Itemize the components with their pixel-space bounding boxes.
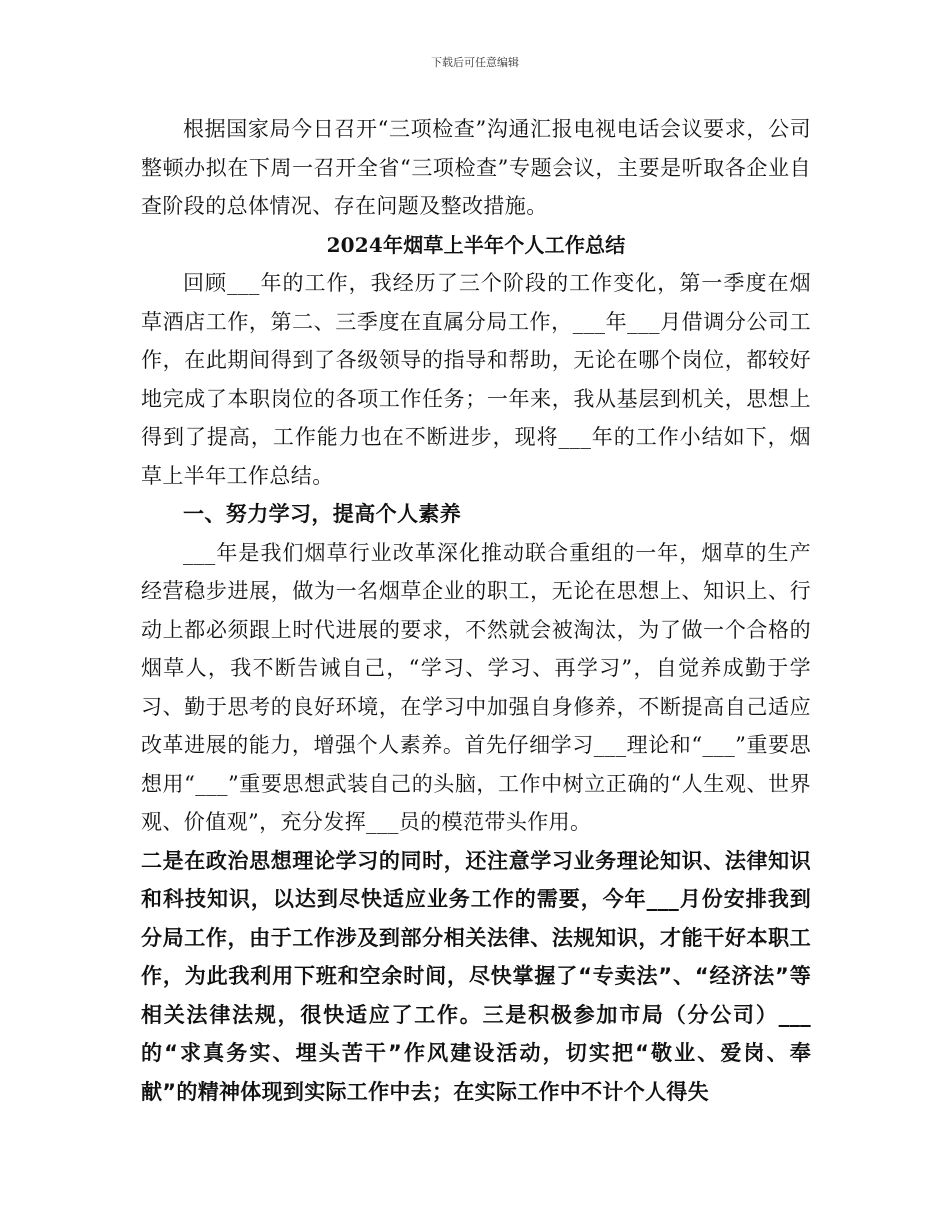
paragraph-bold-continuation: 二是在政治思想理论学习的同时，还注意学习业务理论知识、法律知识和科技知识，以达到尽快适应业务工作的需要，今年___月份安排我到分局工作，由于工作涉及到部分相关法律、法规知识，才能干好本职工作，为此我利用下班和空余时间，尽快掌握了“专卖法”、“经济法”等相关法律法规，很快适应了工作。三是积极参加市局（分公司）___的“求真务实、埋头苦干”作风建设活动，切实把“敬业、爱岗、奉献”的精神体现到实际工作中去；在实际工作中不计个人得失 [141, 848, 811, 1104]
section-heading-1: 一、努力学习，提高个人素养 [183, 501, 462, 526]
document-body [141, 110, 811, 1111]
intro-paragraph: 根据国家局今日召开“三项检查”沟通汇报电视电话会议要求，公司整顿办拟在下周一召开全省“三项检查”专题会议，主要是听取各企业自查阶段的总体情况、存在问题及整改措施。 [141, 117, 811, 218]
paragraph-review: 回顾___年的工作，我经历了三个阶段的工作变化，第一季度在烟草酒店工作，第二、三季度在直属分局工作，___年___月借调分公司工作，在此期间得到了各级领导的指导和帮助，无论在哪个岗位，都较好地完成了本职岗位的各项工作任务；一年来，我从基层到机关，思想上得到了提高，工作能力也在不断进步，现将___年的工作小结如下，烟草上半年工作总结。 [141, 271, 811, 488]
page-header: 下载后可任意编辑 [431, 56, 519, 69]
paragraph-study: ___年是我们烟草行业改革深化推动联合重组的一年，烟草的生产经营稳步进展，做为一名烟草企业的职工，无论在思想上、知识上、行动上都必须跟上时代进展的要求，不然就会被淘汰，为了做一个合格的烟草人，我不断告诫自己，“学习、学习、再学习”，自觉养成勤于学习、勤于思考的良好环境，在学习中加强自身修养，不断提高自己适应改革进展的能力，增强个人素养。首先仔细学习___理论和“___”重要思想用“___”重要思想武装自己的头脑，工作中树立正确的“人生观、世界观、价值观”，充分发挥___员的模范带头作用。 [141, 540, 811, 834]
document-title: 2024年烟草上半年个人工作总结 [326, 232, 626, 257]
